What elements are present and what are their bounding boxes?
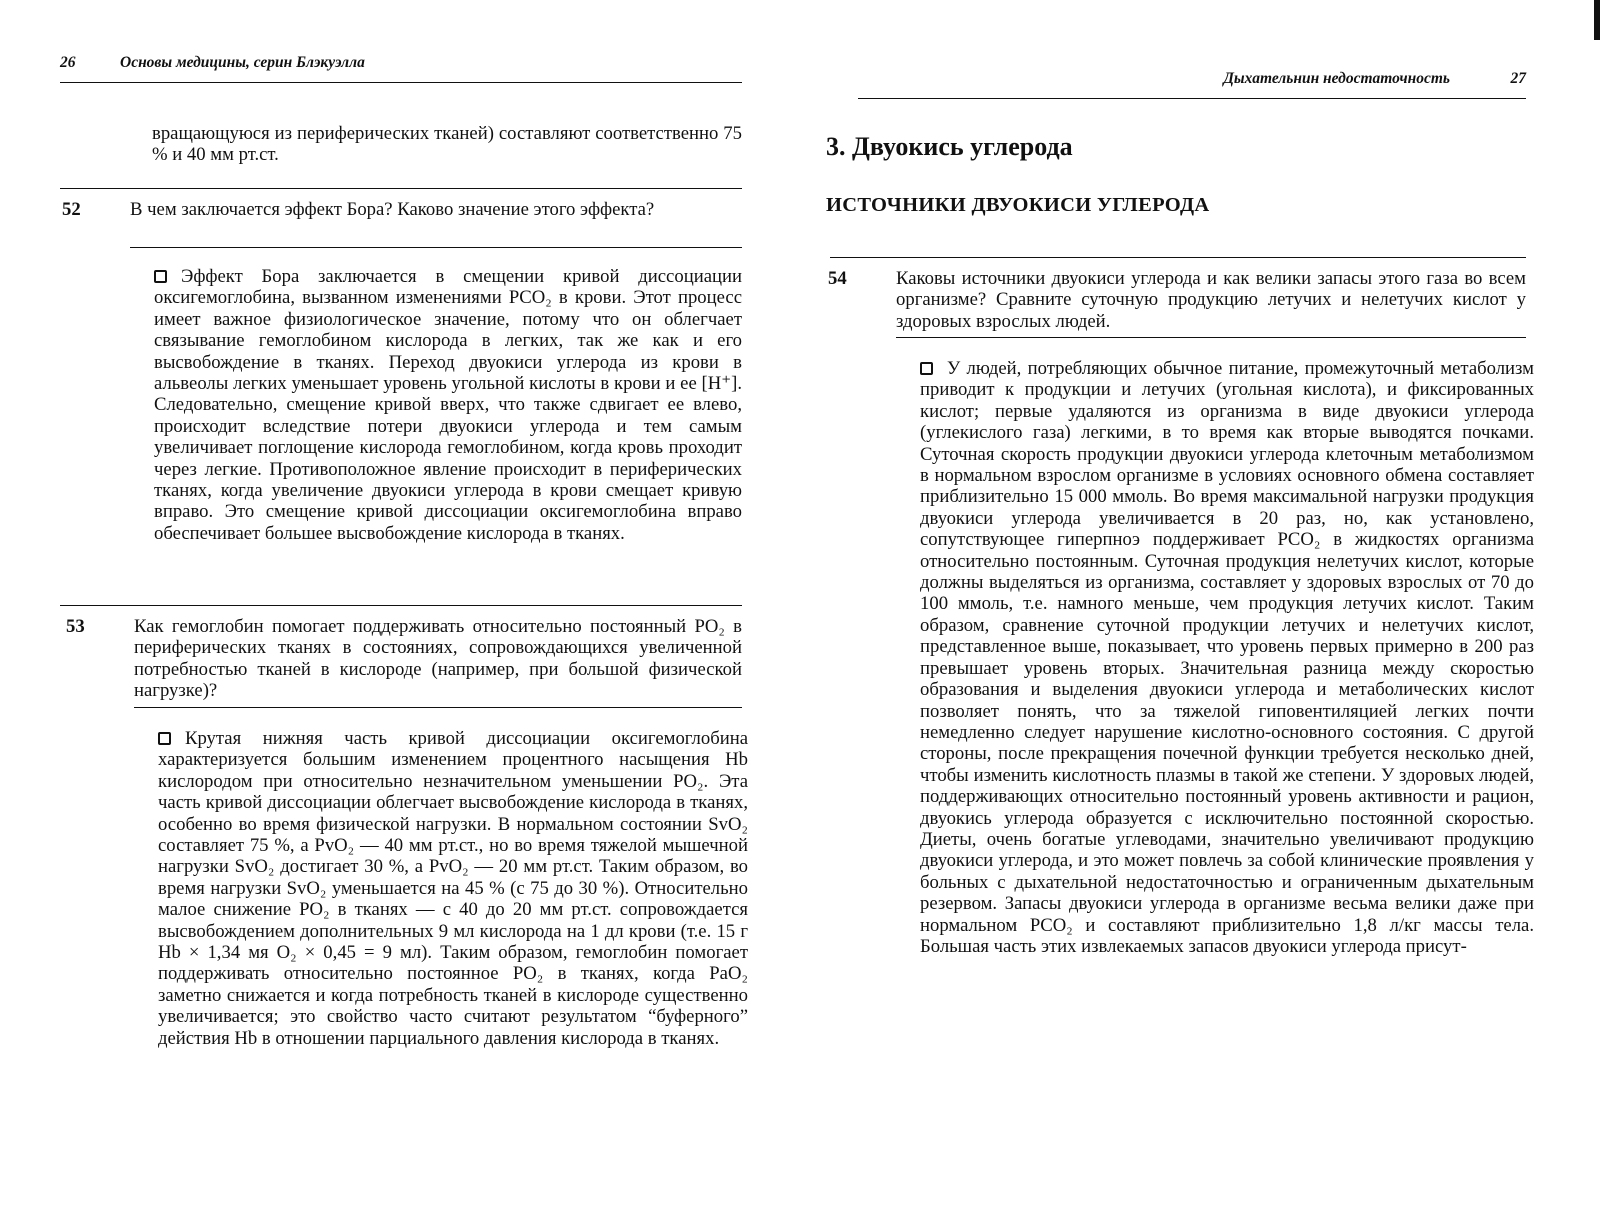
q53-question: Как гемоглобин помогает поддерживать относительно постоянный PO₂ в периферических тканях в состояниях, сопровождающихся увеличенной потребностью тканей в кислороде (например, при большой физической нагрузке)?: [134, 616, 742, 702]
right-page-number: 27: [1510, 70, 1526, 87]
checkbox-icon: [920, 362, 933, 375]
q53-top-rule: [60, 605, 742, 606]
q52-top-rule: [60, 188, 742, 189]
left-running-head: [60, 52, 742, 83]
q54-answer: У людей, потребляющих обычное питание, промежуточный метаболизм приводит к продукции и летучих (угольная кислота), и фиксированных кислот; первые удаляются из организма в виде двуокиси углерода (углекислого газа) легкими, в то время как вторые выводятся почками. Суточная скорость продукции двуокиси углерода клеточным метаболизмом в нормальном взрослом организме в условиях основного обмена составляет приблизительно 15 000 ммоль. Во время максимальной нагрузки продукция двуокиси углерода увеличивается в 20 раз, но, как установлено, сопутствующее гиперпноэ поддерживает PCO₂ в жидкостях организма относительно постоянным. Суточная продукция нелетучих кислот, которые должны выделяться из организма, составляет у здоровых взрослых от 70 до 100 ммоль, т.е. намного меньше, чем продукция летучих кислот. Таким образом, сравнение суточной продукции летучих и нелетучих кислот, представленное выше, показывает, что уровень первых примерно в 200 раз превышает уровень вторых. Значительная разница между скоростью образования и выделения двуокиси углерода и метаболических кислот позволяет понять, что за тяжелой гиповентиляцией легких почти немедленно следует нарушение кислотно-основного состояния. С другой стороны, после прекращения почечной функции требуется несколько дней, чтобы изменить кислотность плазмы в такой же степени. У здоровых людей, поддерживающих относительно постоянный уровень активности и рацион, двуокись углерода образуется с исключительно постоянной скоростью. Диеты, очень богатые углеводами, значительно увеличивают продукцию двуокиси углерода, и это может повлечь за собой клинические проявления у больных с дыхательной недостаточностью и ограниченным дыхательным резервом. Запасы двуокиси углерода в организме весьма велики даже при нормальном PCO₂ и составляют приблизительно 1,8 л/кг массы тела. Большая часть этих извлекаемых запасов двуокиси углерода присут-: [920, 358, 1534, 957]
checkbox-icon: [158, 732, 171, 745]
page-edge-mark: [1594, 0, 1600, 40]
q54-top-rule: [830, 257, 1526, 258]
right-running-head: [858, 68, 1526, 99]
q54-number: 54: [828, 268, 847, 289]
q53-number: 53: [66, 616, 85, 637]
q53-answer-block: [158, 728, 748, 1049]
q53-bottom-rule: [134, 707, 742, 708]
q52-answer: Эффект Бора заключается в смещении кривой диссоциации оксигемоглобина, вызванном изменениями PCO₂ в крови. Этот процесс имеет важное физиологическое значение, потому что он облегчает связывание гемоглобином кислорода в легких, так же как и его высвобождение в тканях. Переход двуокиси углерода из крови в альвеолы легких уменьшает уровень угольной кислоты в крови и ее [H⁺]. Следовательно, смещение кривой вверх, что также сдвигает ее влево, происходит вследствие потери двуокиси углерода и тем самым увеличивает поглощение кислорода гемоглобином, когда кровь проходит через легкие. Противоположное явление происходит в периферических тканях, когда увеличение двуокиси углерода в крови смещает кривую вправо. Это смещение кривой диссоциации оксигемоглобина вправо обеспечивает большее высвобождение кислорода в тканях.: [154, 266, 742, 544]
q54-question: Каковы источники двуокиси углерода и как велики запасы этого газа во всем организме? Сравните суточную продукцию летучих и нелетучих кислот у здоровых взрослых людей.: [896, 268, 1526, 332]
right-page: [800, 0, 1600, 1210]
section-title: ИСТОЧНИКИ ДВУОКИСИ УГЛЕРОДА: [826, 194, 1210, 216]
q52-number: 52: [62, 199, 81, 220]
left-page-number: 26: [60, 54, 76, 71]
q52-answer-block: [154, 266, 742, 544]
chapter-title: 3. Двуокись углерода: [826, 132, 1073, 161]
left-running-title: Основы медицины, серин Блэкуэлла: [120, 54, 365, 71]
q53-answer: Крутая нижняя часть кривой диссоциации оксигемоглобина характеризуется большим изменением процентного насыщения Hb кислородом при относительно незначительном уменьшении PO₂. Эта часть кривой диссоциации облегчает высвобождение кислорода в тканях, особенно во время физической нагрузки. В нормальном состоянии SvO₂ составляет 75 %, а PvO₂ — 40 мм рт.ст., но во время тяжелой мышечной нагрузки SvO₂ достигает 30 %, а PvO₂ — 20 мм рт.ст. Таким образом, во время нагрузки SvO₂ уменьшается на 45 % (с 75 до 30 %). Относительно малое снижение PO₂ в тканях — с 40 до 20 мм рт.ст. сопровождается высвобождением дополнительных 9 мл кислорода на 1 дл крови (т.е. 15 г Hb × 1,34 мя O₂ × 0,45 = 9 мл). Таким образом, гемоглобин помогает поддерживать относительно постоянное PO₂ в тканях, когда PaO₂ заметно снижается и когда потребность тканей в кислороде существенно увеличивается; это свойство часто считают результатом “буферного” действия Hb в отношении парциального давления кислорода в тканях.: [158, 728, 748, 1049]
right-running-title: Дыхательнин недостаточность: [1223, 70, 1450, 87]
continuation-text: вращающуюся из периферических тканей) составляют соответственно 75 % и 40 мм рт.ст.: [152, 123, 742, 166]
q52-question: В чем заключается эффект Бора? Каково значение этого эффекта?: [130, 199, 655, 220]
q54-answer-block: [920, 358, 1534, 957]
checkbox-icon: [154, 270, 167, 283]
q52-bottom-rule: [130, 247, 742, 248]
q54-bottom-rule: [896, 337, 1526, 338]
